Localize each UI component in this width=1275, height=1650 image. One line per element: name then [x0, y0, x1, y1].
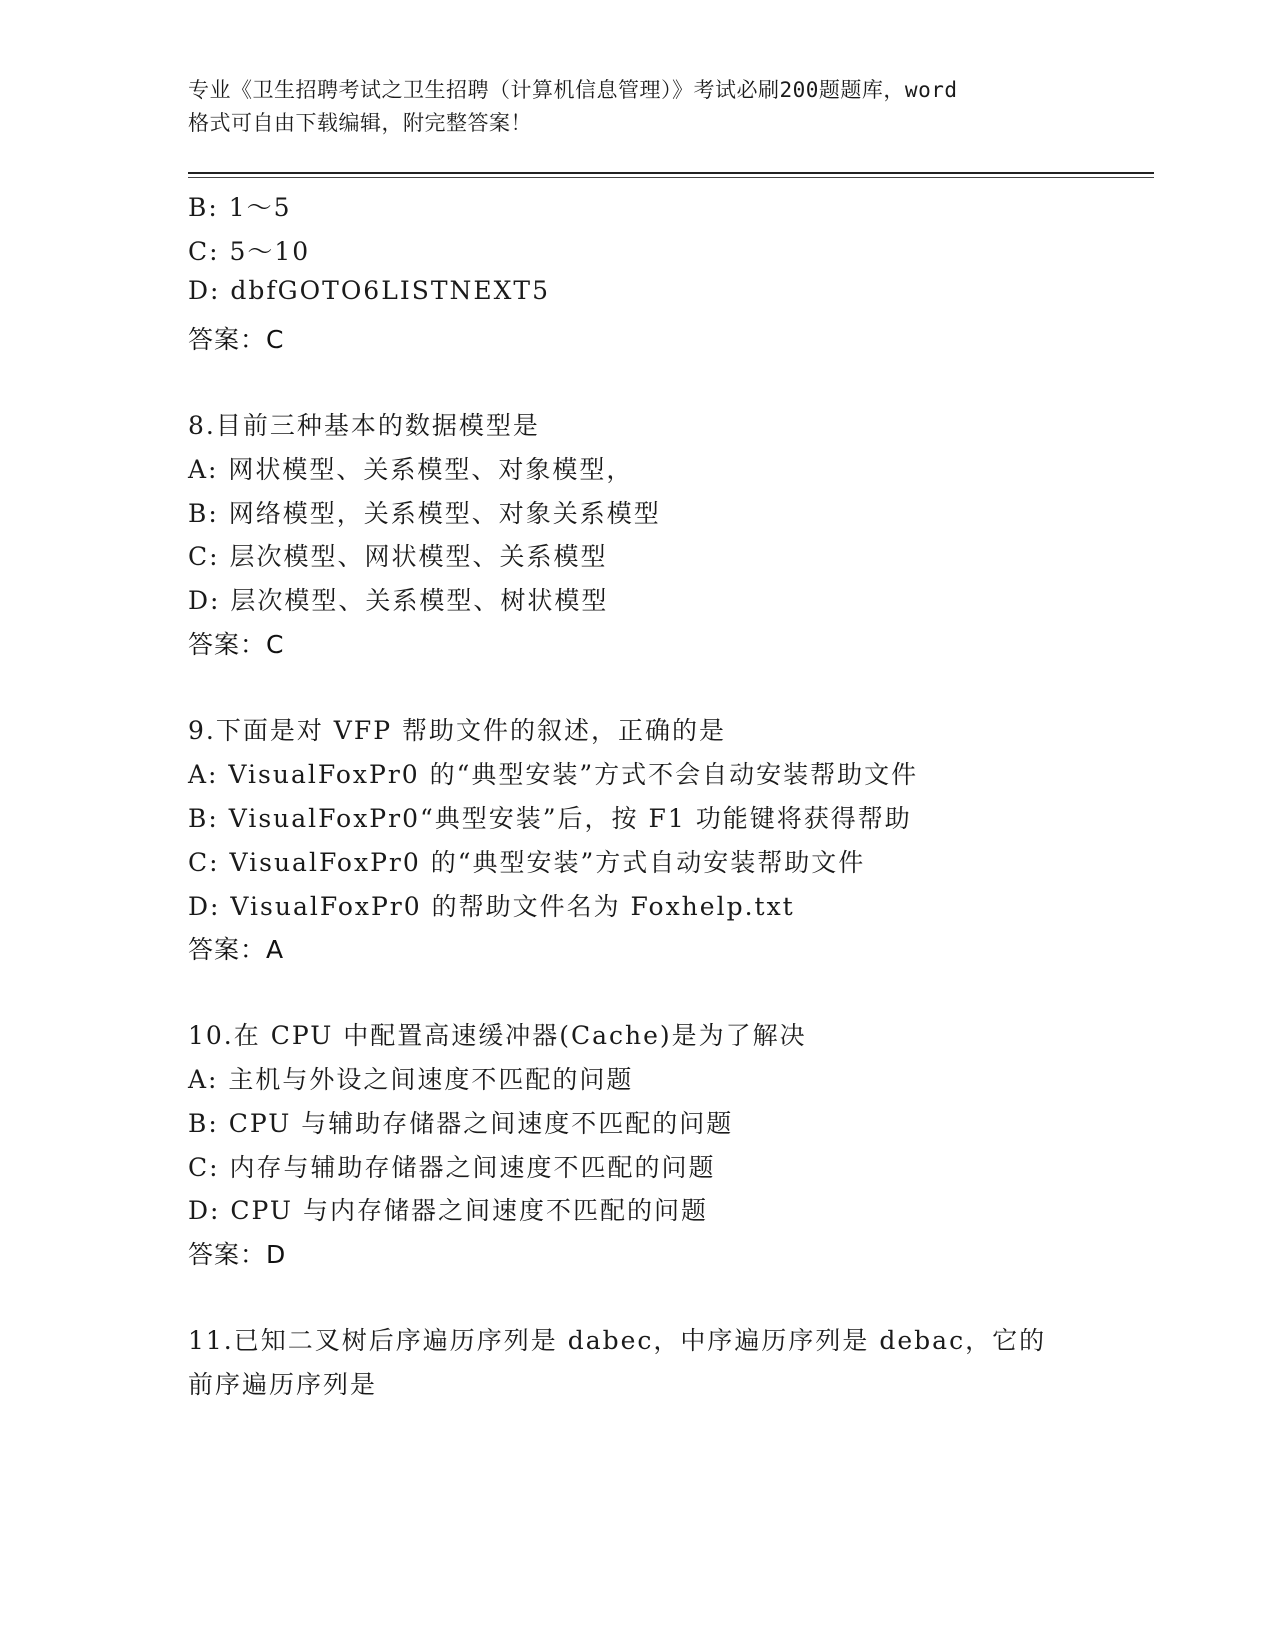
q7-answer: 答案：C [188, 325, 285, 354]
q10-option-b: B: CPU 与辅助存储器之间速度不匹配的问题 [188, 1109, 734, 1138]
q9-option-a: A: VisualFoxPr0 的“典型安装”方式不会自动安装帮助文件 [188, 760, 919, 789]
q10-option-a: A: 主机与外设之间速度不匹配的问题 [188, 1065, 634, 1094]
q9-question: 9.下面是对 VFP 帮助文件的叙述，正确的是 [188, 716, 726, 745]
q10-option-d: D: CPU 与内存储器之间速度不匹配的问题 [188, 1196, 708, 1225]
q8-option-a: A: 网状模型、关系模型、对象模型， [188, 455, 634, 484]
q8-question: 8.目前三种基本的数据模型是 [188, 411, 540, 440]
q8-option-d: D: 层次模型、关系模型、树状模型 [188, 586, 609, 615]
q8-option-b: B: 网络模型，关系模型、对象关系模型 [188, 499, 661, 528]
q10-answer: 答案：D [188, 1240, 287, 1269]
q8-option-c: C: 层次模型、网状模型、关系模型 [188, 542, 608, 571]
header-rule-thick [188, 172, 1154, 174]
q9-option-d: D: VisualFoxPr0 的帮助文件名为 Foxhelp.txt [188, 892, 795, 921]
header-rule-thin [188, 177, 1154, 178]
q11-question-line-1: 11.已知二叉树后序遍历序列是 dabec，中序遍历序列是 debac，它的 [188, 1326, 1047, 1355]
document-header [188, 74, 1088, 140]
q7-option-c: C: 5～10 [188, 237, 311, 266]
q10-question: 10.在 CPU 中配置高速缓冲器(Cache)是为了解决 [188, 1021, 807, 1050]
q7-option-b: B: 1～5 [188, 193, 292, 222]
q11-question-line-2: 前序遍历序列是 [188, 1370, 378, 1399]
q7-option-d: D: dbfGOTO6LISTNEXT5 [188, 276, 550, 305]
q8-answer: 答案：C [188, 630, 285, 659]
header-line-2: 格式可自由下载编辑，附完整答案！ [188, 111, 532, 135]
q9-option-b: B: VisualFoxPr0“典型安装”后，按 F1 功能键将获得帮助 [188, 804, 912, 833]
q9-option-c: C: VisualFoxPr0 的“典型安装”方式自动安装帮助文件 [188, 848, 866, 877]
q10-option-c: C: 内存与辅助存储器之间速度不匹配的问题 [188, 1153, 716, 1182]
q9-answer: 答案：A [188, 935, 285, 964]
header-line-1: 专业《卫生招聘考试之卫生招聘（计算机信息管理）》考试必刷200题题库，word [188, 78, 958, 102]
